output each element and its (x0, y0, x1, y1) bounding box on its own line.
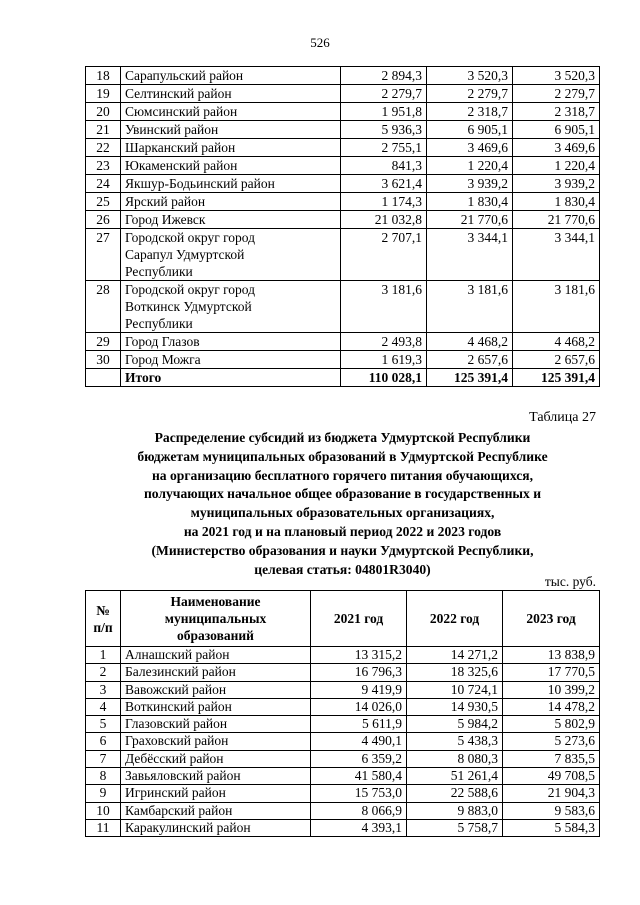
value-2022: 10 724,1 (407, 681, 503, 698)
table-row (86, 139, 600, 157)
total-2022: 125 391,4 (427, 369, 513, 387)
region-name (121, 229, 341, 281)
value-2021: 3 181,6 (341, 281, 427, 333)
value-2023: 17 770,5 (503, 664, 600, 681)
region-name (121, 121, 341, 139)
value-2023: 10 399,2 (503, 681, 600, 698)
region-name-line: Республики (125, 264, 193, 279)
title-line: получающих начальное общее образование в государственных и (143, 486, 542, 502)
row-number: 6 (86, 733, 121, 750)
region-name-line: Республики (125, 316, 193, 331)
table-row (86, 698, 600, 715)
value-2023: 5 802,9 (503, 716, 600, 733)
value-2022: 6 905,1 (427, 121, 513, 139)
table-row (86, 175, 600, 193)
value-2022: 1 220,4 (427, 157, 513, 175)
header-name-line: муниципальных (164, 611, 267, 626)
title-line: на организацию бесплатного горячего питания обучающихся, (151, 467, 534, 483)
region-name (121, 351, 341, 369)
value-2021: 1 174,3 (341, 193, 427, 211)
value-2022: 4 468,2 (427, 333, 513, 351)
value-2021: 4 393,1 (311, 819, 407, 836)
region-name-line: Воткинск Удмуртской (125, 299, 252, 314)
value-2023: 3 181,6 (513, 281, 600, 333)
value-2023: 49 708,5 (503, 768, 600, 785)
value-2021: 4 490,1 (311, 733, 407, 750)
page-number: 526 (310, 35, 330, 50)
value-2023: 3 344,1 (513, 229, 600, 281)
table-row (86, 768, 600, 785)
row-number: 8 (86, 768, 121, 785)
value-2022: 3 520,3 (427, 67, 513, 85)
region-name-line: Сарапульский район (125, 68, 244, 83)
row-number: 18 (86, 67, 121, 85)
value-2023: 7 835,5 (503, 750, 600, 767)
value-2021: 3 621,4 (341, 175, 427, 193)
title-line: на 2021 год и на плановый период 2022 и 2023 годов (183, 523, 502, 539)
value-2021: 5 611,9 (311, 716, 407, 733)
table-row (86, 121, 600, 139)
value-2023: 21 904,3 (503, 785, 600, 802)
header-2022: 2022 год (407, 591, 503, 647)
row-number: 30 (86, 351, 121, 369)
table-row (86, 802, 600, 819)
row-number: 5 (86, 716, 121, 733)
table-row (86, 229, 600, 281)
table-row (86, 333, 600, 351)
total-number (86, 369, 121, 387)
value-2022: 9 883,0 (407, 802, 503, 819)
value-2023: 2 657,6 (513, 351, 600, 369)
value-2023: 3 939,2 (513, 175, 600, 193)
value-2023: 3 469,6 (513, 139, 600, 157)
header-num-line: п/п (93, 619, 113, 635)
value-2022: 5 438,3 (407, 733, 503, 750)
value-2021: 9 419,9 (311, 681, 407, 698)
title-line: муниципальных образовательных организациях, (190, 505, 495, 521)
value-2022: 3 469,6 (427, 139, 513, 157)
region-name: Дебёсский район (121, 750, 311, 767)
region-name: Камбарский район (121, 802, 311, 819)
value-2022: 2 279,7 (427, 85, 513, 103)
total-label: Итого (121, 369, 341, 387)
region-name (121, 103, 341, 121)
value-2022: 22 588,6 (407, 785, 503, 802)
table-row (86, 85, 600, 103)
value-2022: 51 261,4 (407, 768, 503, 785)
title-line: целевая статья: 04801R3040) (254, 561, 431, 577)
value-2021: 13 315,2 (311, 647, 407, 664)
value-2023: 13 838,9 (503, 647, 600, 664)
region-name-line: Городской округ город (125, 230, 256, 245)
row-number: 1 (86, 647, 121, 664)
value-2021: 5 936,3 (341, 121, 427, 139)
value-2021: 16 796,3 (311, 664, 407, 681)
value-2021: 6 359,2 (311, 750, 407, 767)
value-2023: 2 318,7 (513, 103, 600, 121)
value-2022: 8 080,3 (407, 750, 503, 767)
value-2022: 3 181,6 (427, 281, 513, 333)
region-name (121, 85, 341, 103)
value-2021: 14 026,0 (311, 698, 407, 715)
row-number: 7 (86, 750, 121, 767)
row-number: 23 (86, 157, 121, 175)
value-2023: 1 220,4 (513, 157, 600, 175)
region-name: Завьяловский район (121, 768, 311, 785)
region-name (121, 193, 341, 211)
total-row (86, 369, 600, 387)
value-2022: 18 325,6 (407, 664, 503, 681)
table-row (86, 681, 600, 698)
table-row (86, 103, 600, 121)
value-2021: 8 066,9 (311, 802, 407, 819)
value-2021: 21 032,8 (341, 211, 427, 229)
row-number: 29 (86, 333, 121, 351)
value-2023: 4 468,2 (513, 333, 600, 351)
table-row (86, 664, 600, 681)
value-2022: 2 318,7 (427, 103, 513, 121)
value-2021: 41 580,4 (311, 768, 407, 785)
value-2022: 3 344,1 (427, 229, 513, 281)
row-number: 24 (86, 175, 121, 193)
value-2021: 15 753,0 (311, 785, 407, 802)
table-row (86, 647, 600, 664)
region-name (121, 67, 341, 85)
value-2023: 3 520,3 (513, 67, 600, 85)
table-row (86, 193, 600, 211)
row-number: 19 (86, 85, 121, 103)
region-name (121, 139, 341, 157)
value-2022: 21 770,6 (427, 211, 513, 229)
value-2021: 1 619,3 (341, 351, 427, 369)
row-number: 25 (86, 193, 121, 211)
value-2021: 2 279,7 (341, 85, 427, 103)
value-2021: 841,3 (341, 157, 427, 175)
region-name-line: Ярский район (125, 194, 206, 209)
table-row (86, 750, 600, 767)
row-number: 3 (86, 681, 121, 698)
table-row (86, 281, 600, 333)
header-num (86, 591, 121, 647)
table-header-row (86, 591, 600, 647)
row-number: 10 (86, 802, 121, 819)
value-2022: 2 657,6 (427, 351, 513, 369)
region-name-line: Селтинский район (125, 86, 232, 101)
region-name (121, 211, 341, 229)
region-name: Воткинский район (121, 698, 311, 715)
region-name-line: Городской округ город (125, 282, 256, 297)
region-name: Глазовский район (121, 716, 311, 733)
row-number: 20 (86, 103, 121, 121)
region-name: Игринский район (121, 785, 311, 802)
value-2023: 14 478,2 (503, 698, 600, 715)
table-row (86, 67, 600, 85)
value-2023: 6 905,1 (513, 121, 600, 139)
table-row (86, 716, 600, 733)
value-2022: 1 830,4 (427, 193, 513, 211)
value-2023: 9 583,6 (503, 802, 600, 819)
table-row (86, 819, 600, 836)
region-name (121, 175, 341, 193)
table-1 (85, 66, 600, 387)
region-name (121, 157, 341, 175)
value-2022: 14 271,2 (407, 647, 503, 664)
value-2023: 21 770,6 (513, 211, 600, 229)
row-number: 28 (86, 281, 121, 333)
title-line: (Министерство образования и науки Удмуртской Республики, (151, 542, 534, 558)
row-number: 9 (86, 785, 121, 802)
region-name: Граховский район (121, 733, 311, 750)
region-name: Вавожский район (121, 681, 311, 698)
value-2022: 5 758,7 (407, 819, 503, 836)
header-name-line: образований (177, 628, 254, 643)
table-row (86, 733, 600, 750)
row-number: 22 (86, 139, 121, 157)
header-name (121, 591, 311, 647)
value-2021: 2 493,8 (341, 333, 427, 351)
region-name-line: Город Ижевск (125, 212, 206, 227)
table-row (86, 211, 600, 229)
region-name-line: Город Глазов (125, 334, 200, 349)
table-title (90, 429, 595, 579)
row-number: 27 (86, 229, 121, 281)
region-name-line: Город Можга (125, 352, 201, 367)
table-row (86, 785, 600, 802)
region-name: Каракулинский район (121, 819, 311, 836)
title-line: Распределение субсидий из бюджета Удмуртской Республики (154, 430, 531, 445)
value-2021: 2 755,1 (341, 139, 427, 157)
row-number: 2 (86, 664, 121, 681)
region-name: Балезинский район (121, 664, 311, 681)
row-number: 11 (86, 819, 121, 836)
total-2023: 125 391,4 (513, 369, 600, 387)
table-row (86, 157, 600, 175)
region-name: Алнашский район (121, 647, 311, 664)
value-2023: 1 830,4 (513, 193, 600, 211)
table-row (86, 351, 600, 369)
value-2021: 2 894,3 (341, 67, 427, 85)
region-name-line: Юкаменский район (125, 158, 238, 173)
region-name-line: Сюмсинский район (125, 104, 238, 119)
region-name (121, 281, 341, 333)
value-2023: 2 279,7 (513, 85, 600, 103)
table-2 (85, 590, 600, 837)
region-name-line: Якшур-Бодьинский район (125, 176, 275, 191)
row-number: 26 (86, 211, 121, 229)
value-2021: 1 951,8 (341, 103, 427, 121)
region-name (121, 333, 341, 351)
value-2022: 3 939,2 (427, 175, 513, 193)
row-number: 21 (86, 121, 121, 139)
total-2021: 110 028,1 (341, 369, 427, 387)
value-2022: 14 930,5 (407, 698, 503, 715)
header-2021: 2021 год (311, 591, 407, 647)
region-name-line: Сарапул Удмуртской (125, 247, 245, 262)
title-line: бюджетам муниципальных образований в Удмуртской Республике (137, 448, 548, 464)
region-name-line: Увинский район (125, 122, 219, 137)
region-name-line: Шарканский район (125, 140, 236, 155)
header-name-line: Наименование (170, 594, 261, 609)
value-2022: 5 984,2 (407, 716, 503, 733)
table-label: Таблица 27 (529, 410, 596, 425)
value-2023: 5 273,6 (503, 733, 600, 750)
value-2021: 2 707,1 (341, 229, 427, 281)
unit-label: тыс. руб. (544, 574, 596, 589)
row-number: 4 (86, 698, 121, 715)
header-num-line: № (96, 602, 110, 618)
header-2023: 2023 год (503, 591, 600, 647)
value-2023: 5 584,3 (503, 819, 600, 836)
